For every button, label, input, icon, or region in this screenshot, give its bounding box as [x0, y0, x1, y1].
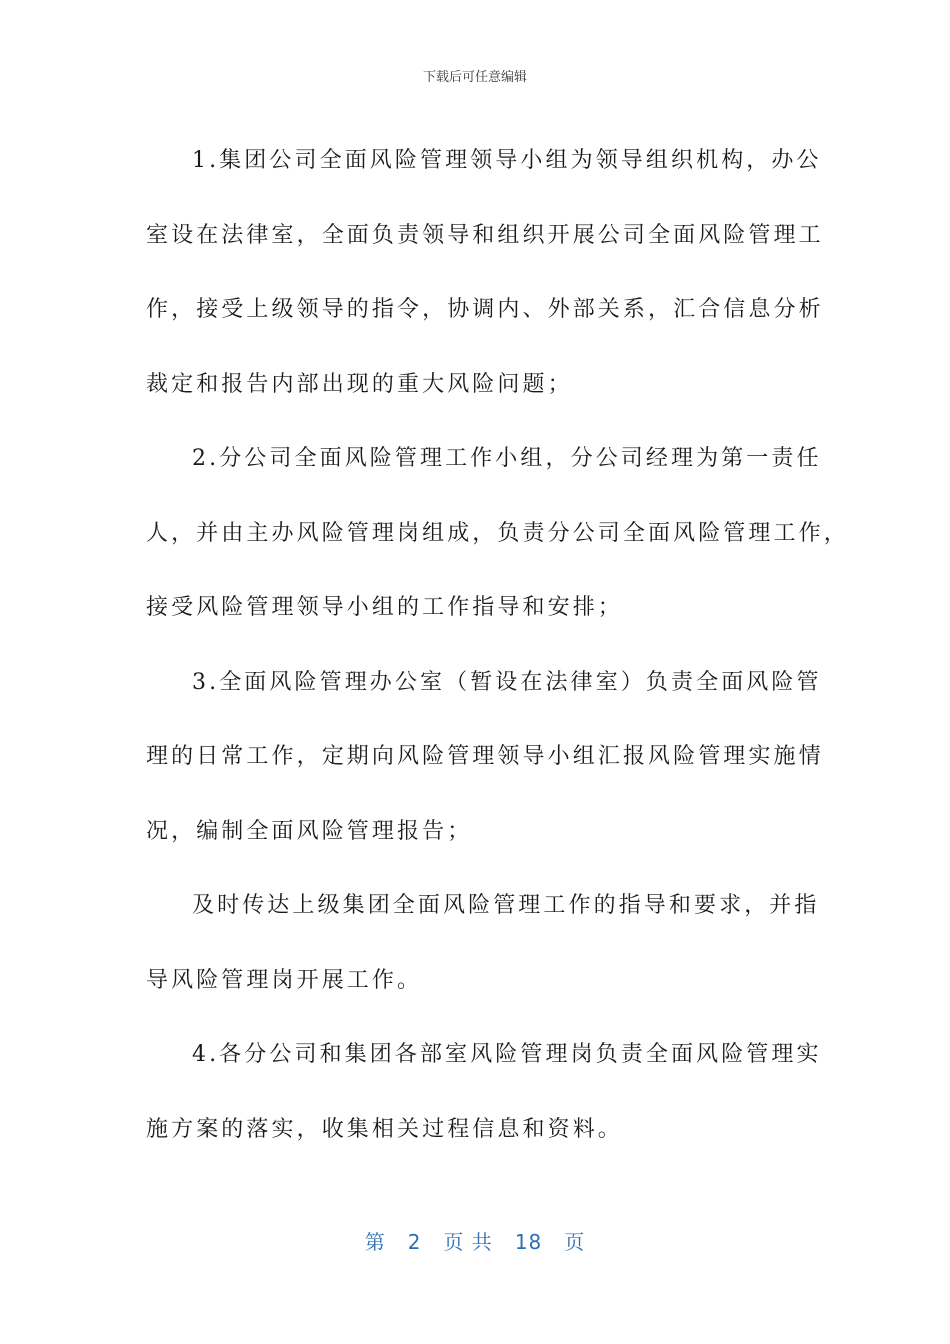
document-body — [146, 124, 849, 1167]
text-line: 1.集团公司全面风险管理领导小组为领导组织机构，办公 — [192, 148, 822, 173]
text-line: 施方案的落实，收集相关过程信息和资料。 — [146, 1116, 623, 1142]
text-line: 况，编制全面风险管理报告； — [146, 818, 473, 844]
paragraph-2 — [146, 422, 849, 646]
text-line: 人，并由主办风险管理岗组成，负责分公司全面风险管理工作， — [146, 520, 849, 546]
paragraph-3 — [146, 646, 824, 870]
total-pages-number: 18 — [514, 1230, 543, 1254]
text-line: 作，接受上级领导的指令，协调内、外部关系，汇合信息分析 — [146, 297, 824, 322]
header-text: 下载后可任意编辑 — [422, 70, 527, 85]
text-line: 3.全面风险管理办公室（暂设在法律室）负责全面风险管 — [192, 669, 822, 695]
current-page-number: 2 — [407, 1230, 422, 1254]
text-line: 导风险管理岗开展工作。 — [146, 967, 423, 993]
paragraph-1 — [146, 124, 824, 422]
page-header — [0, 66, 950, 85]
text-line: 理的日常工作，定期向风险管理领导小组汇报风险管理实施情 — [146, 744, 824, 769]
text-line: 及时传达上级集团全面风险管理工作的指导和要求，并指 — [192, 893, 820, 918]
footer-middle: 页 共 — [443, 1230, 493, 1254]
footer-suffix: 页 — [564, 1230, 586, 1254]
footer-prefix: 第 — [364, 1230, 386, 1254]
text-line: 裁定和报告内部出现的重大风险问题； — [146, 371, 573, 397]
text-line: 接受风险管理领导小组的工作指导和安排； — [146, 595, 623, 620]
text-line: 4.各分公司和集团各部室风险管理岗负责全面风险管理实 — [192, 1042, 822, 1067]
paragraph-4 — [146, 869, 820, 1018]
paragraph-5 — [146, 1018, 822, 1167]
text-line: 室设在法律室，全面负责领导和组织开展公司全面风险管理工 — [146, 222, 824, 248]
page-footer — [0, 1226, 950, 1255]
text-line: 2.分公司全面风险管理工作小组，分公司经理为第一责任 — [192, 446, 822, 471]
